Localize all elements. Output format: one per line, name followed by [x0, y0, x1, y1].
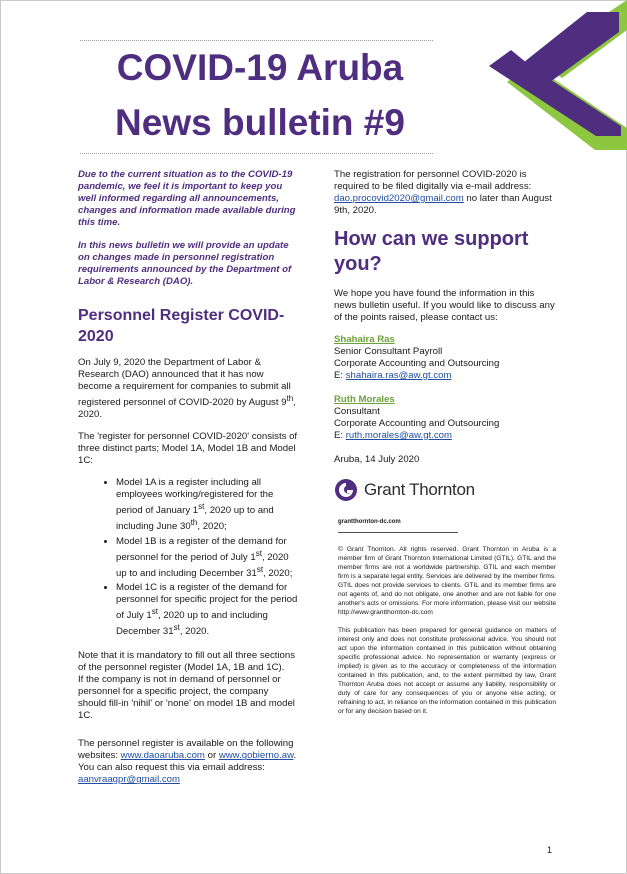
link-request-email[interactable]: aanvraagpr@gmail.com: [78, 774, 180, 786]
grant-thornton-logo: [334, 476, 556, 504]
paragraph-registration: The registration for personnel COVID-2020 is required to be filed digitally via e-mail address: dao.procovid2020@gmail.com no later than August 9th, 2020.: [334, 169, 552, 216]
title-dotted-rule: [80, 153, 433, 154]
contact-card: [334, 334, 556, 382]
paragraph-support: We hope you have found the information in this news bulletin useful. If you would like to discuss any of the points raised, please contact us:: [334, 288, 555, 323]
date-line: Aruba, 14 July 2020: [334, 454, 420, 465]
paragraph-availability: The personnel register is available on the following websites: www.daoaruba.com or www.gobierno.aw. You can also request this via email address: aanvraagpr@gmail.com: [78, 738, 297, 786]
paragraph-mandatory: Note that it is mandatory to fill out all three sections of the personnel register (Model 1A, 1B and 1C).: [78, 650, 296, 674]
contact-title: Senior Consultant Payroll: [334, 346, 443, 357]
contact-department: Corporate Accounting and Outsourcing: [334, 418, 500, 429]
paragraph-register-parts: The 'register for personnel COVID-2020' consists of three distinct parts; Model 1A, Model 1B and Model 1C:: [78, 431, 298, 467]
title-line-1: COVID-19 Aruba: [116, 47, 404, 88]
title-line-2: News bulletin #9: [115, 102, 405, 143]
contact-email-line: E: ruth.morales@aw.gt.com: [334, 430, 452, 441]
contact-title: Consultant: [334, 406, 380, 417]
contact-email-link[interactable]: ruth.morales@aw.gt.com: [345, 430, 452, 441]
right-column: [334, 169, 556, 725]
link-daoaruba[interactable]: www.daoaruba.com: [120, 750, 205, 762]
grant-thornton-logo-icon: [334, 478, 358, 502]
section-heading-personnel-register: Personnel Register COVID-2020: [78, 307, 285, 345]
model-list: [78, 477, 298, 638]
contact-name: Ruth Morales: [334, 394, 395, 405]
list-item-model-1c: • Model 1C is a register of the demand for personnel for specific project for the period of July 1st, 2020 up to and including December 31st, 2020.: [116, 582, 298, 638]
paragraph-announcement: On July 9, 2020 the Department of Labor & Research (DAO) announced that it has now become a requirement for companies to submit all registered personnel of COVID-2020 by August 9th, 2020.: [78, 357, 296, 421]
contact-email-link[interactable]: shahaira.ras@aw.gt.com: [345, 370, 452, 381]
page-title: [80, 40, 440, 150]
link-gobierno[interactable]: www.gobierno.aw: [218, 750, 294, 762]
list-item-model-1b: • Model 1B is a register of the demand for personnel for the period of July 1st, 2020 up to and including December 31st, 2020;: [116, 536, 298, 580]
intro-paragraph-1: Due to the current situation as to the COVID-19 pandemic, we feel it is important to keep you well informed regarding all announcements, changes and information made available during this time.: [78, 169, 296, 228]
section-heading-support: How can we support you?: [334, 228, 529, 275]
website-rule: [338, 532, 458, 533]
list-item-model-1a: • Model 1A is a register including all employees working/registered for the period of January 1st, 2020 up to and including June 30th, 2020;: [116, 477, 298, 533]
legal-disclaimer: This publication has been prepared for general guidance on matters of interest only and does not constitute professional advice. You should not act upon the information contained in this publication without obtaining specific professional advice. No representation or warranty (express or implied) is given as to the accuracy or completeness of the information contained in this publication, and, to the extent permitted by law, Grant Thornton Aruba does not accept or assume any liability, responsibility or duty of care for any consequences of you or anyone else acting, or refraining to act, in reliance on the information contained in this publication or for any decision based on it.: [338, 627, 556, 715]
website-label: grantthornton-dc.com: [338, 519, 401, 525]
left-column: [78, 169, 298, 796]
contact-card: [334, 394, 556, 442]
link-dao-email[interactable]: dao.procovid2020@gmail.com: [334, 193, 464, 204]
contact-email-line: E: shahaira.ras@aw.gt.com: [334, 370, 452, 381]
contact-name: Shahaira Ras: [334, 334, 395, 345]
contact-department: Corporate Accounting and Outsourcing: [334, 358, 500, 369]
paragraph-nihil: If the company is not in demand of personnel or personnel for a specific project, the company should fill-in 'nihil' or 'none' on model 1B and model 1C.: [78, 674, 295, 722]
brand-chevron-graphic: [477, 0, 627, 150]
legal-copyright: © Grant Thornton. All rights reserved. Grant Thornton in Aruba is a member firm of Grant Thornton International Limited (GTIL). GTIL and the member firms are not a worldwide partnership. GTIL and each member firm is a separate legal entity. Services are delivered by the member firms. GTIL does not provide services to clients. GTIL and its member firms are not agents of, and do not obligate, one another and are not liable for one another's acts or omissions. For more information, please visit our website http://www.grantthornton-dc.com: [338, 546, 556, 616]
logo-wordmark: Grant Thornton: [364, 480, 475, 499]
intro-paragraph-2: In this news bulletin we will provide an update on changes made in personnel registration requirements announced by the Department of Labor & Research (DAO).: [78, 240, 292, 287]
page-number: 1: [547, 845, 553, 855]
